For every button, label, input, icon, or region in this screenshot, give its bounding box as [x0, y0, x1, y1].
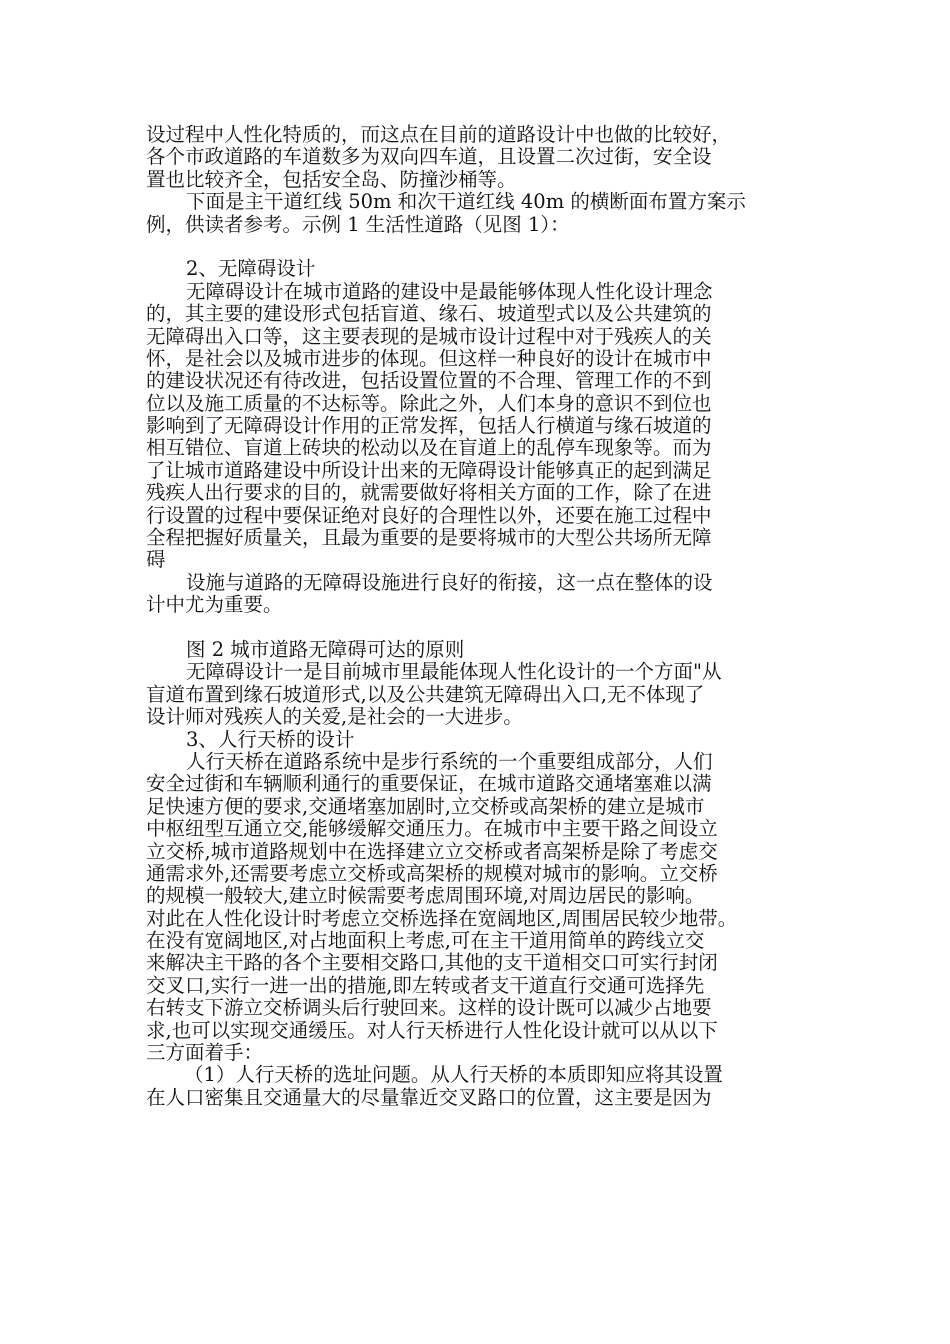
paragraph: [146, 124, 826, 191]
text-line: 在没有宽阔地区,对占地面积上考虑,可在主干道用简单的跨线立交: [146, 929, 705, 953]
text-line: 行设置的过程中要保证绝对良好的合理性以外，还要在施工过程中: [146, 503, 712, 527]
text-line: 置也比较齐全，包括安全岛、防撞沙桶等。: [146, 167, 517, 191]
paragraph: [146, 661, 826, 728]
text-line: 设施与道路的无障碍设施进行良好的衔接，这一点在整体的设: [186, 570, 713, 594]
text-line: 无障碍设计在城市道路的建设中是最能够体现人性化设计理念: [186, 279, 713, 303]
text-line: 设过程中人性化特质的，而这点在目前的道路设计中也做的比较好，: [146, 123, 732, 146]
text-line: 人行天桥在道路系统中是步行系统的一个重要组成部分，人们: [186, 749, 713, 773]
text-line: 设计师对残疾人的关爱,是社会的一大进步。: [146, 705, 523, 729]
text-line: 安全过街和车辆顺利通行的重要保证，在城市道路交通堵塞难以满: [146, 772, 712, 796]
text-line: 对此在人性化设计时考虑立交桥选择在宽阔地区,周围居民较少地带。: [146, 906, 738, 930]
text-line: 三方面着手：: [146, 1041, 264, 1065]
document-body: [146, 124, 826, 1109]
text-line: 3、人行天桥的设计: [186, 727, 355, 751]
paragraph: [146, 191, 826, 236]
text-line: 碍: [146, 548, 166, 572]
text-line: 影响到了无障碍设计作用的正常发挥，包括人行横道与缘石坡道的: [146, 414, 712, 438]
blank-line: [146, 617, 826, 639]
text-line: 在人口密集且交通量大的尽量靠近交叉路口的位置，这主要是因为: [146, 1085, 712, 1109]
text-line: 无障碍设计一是目前城市里最能体现人性化设计的一个方面"从: [186, 660, 722, 684]
text-line: 了让城市道路建设中所设计出来的无障碍设计能够真正的起到满足: [146, 458, 712, 482]
text-line: 足快速方便的要求,交通堵塞加剧时,立交桥或高架桥的建立是城市: [146, 794, 705, 818]
text-line: 例，供读者参考。示例 1 生活性道路（见图 1）：: [146, 212, 570, 236]
text-line: 的，其主要的建设形式包括盲道、缘石、坡道型式以及公共建筑的: [146, 302, 712, 326]
text-line: 图 2 城市道路无障碍可达的原则: [186, 637, 465, 661]
text-line: 求,也可以实现交通缓压。对人行天桥进行人性化设计就可以从以下: [146, 1018, 718, 1042]
text-line: 计中尤为重要。: [146, 593, 283, 617]
text-line: 来解决主干路的各个主要相交路口,其他的支干道相交口可实行封闭: [146, 951, 718, 975]
text-line: 的建设状况还有待改进，包括设置位置的不合理、管理工作的不到: [146, 369, 712, 393]
text-line: 立交桥,城市道路规划中在选择建立立交桥或者高架桥是除了考虑交: [146, 839, 718, 863]
text-line: 中枢纽型互通立交,能够缓解交通压力。在城市中主要干路之间设立: [146, 817, 718, 841]
text-line: 的规模一般较大,建立时候需要考虑周围环境,对周边居民的影响。: [146, 884, 705, 908]
text-line: 无障碍出入口等，这主要表现的是城市设计过程中对于残疾人的关: [146, 324, 712, 348]
text-line: 残疾人出行要求的目的，就需要做好将相关方面的工作，除了在进: [146, 481, 712, 505]
text-line: 位以及施工质量的不达标等。除此之外，人们本身的意识不到位也: [146, 391, 712, 415]
text-line: （1）人行天桥的选址问题。从人行天桥的本质即知应将其设置: [184, 1063, 723, 1087]
text-line: 怀，是社会以及城市进步的体现。但这样一种良好的设计在城市中: [146, 346, 712, 370]
figure-caption: [146, 639, 826, 661]
paragraph: [146, 1064, 826, 1109]
text-line: 全程把握好质量关，且最为重要的是要将城市的大型公共场所无障: [146, 526, 712, 550]
text-line: 下面是主干道红线 50m 和次干道红线 40m 的横断面布置方案示: [186, 190, 746, 214]
section-heading: [146, 729, 826, 751]
text-line: 盲道布置到缘石坡道形式,以及公共建筑无障碍出入口,无不体现了: [146, 682, 705, 706]
paragraph: [146, 572, 826, 617]
blank-line: [146, 236, 826, 258]
text-line: 交叉口,实行一进一出的措施,即左转或者支干道直行交通可选择先: [146, 973, 705, 997]
section-heading: [146, 258, 826, 280]
text-line: 通需求外,还需要考虑立交桥或高架桥的规模对城市的影响。立交桥: [146, 861, 718, 885]
text-line: 各个市政道路的车道数多为双向四车道，且设置二次过街，安全设: [146, 145, 712, 169]
text-line: 相互错位、盲道上砖块的松动以及在盲道上的乱停车现象等。而为: [146, 436, 712, 460]
paragraph: [146, 751, 826, 1064]
paragraph: [146, 281, 826, 572]
text-line: 2、无障碍设计: [186, 257, 316, 281]
text-line: 右转支下游立交桥调头后行驶回来。这样的设计既可以减少占地要: [146, 996, 712, 1020]
